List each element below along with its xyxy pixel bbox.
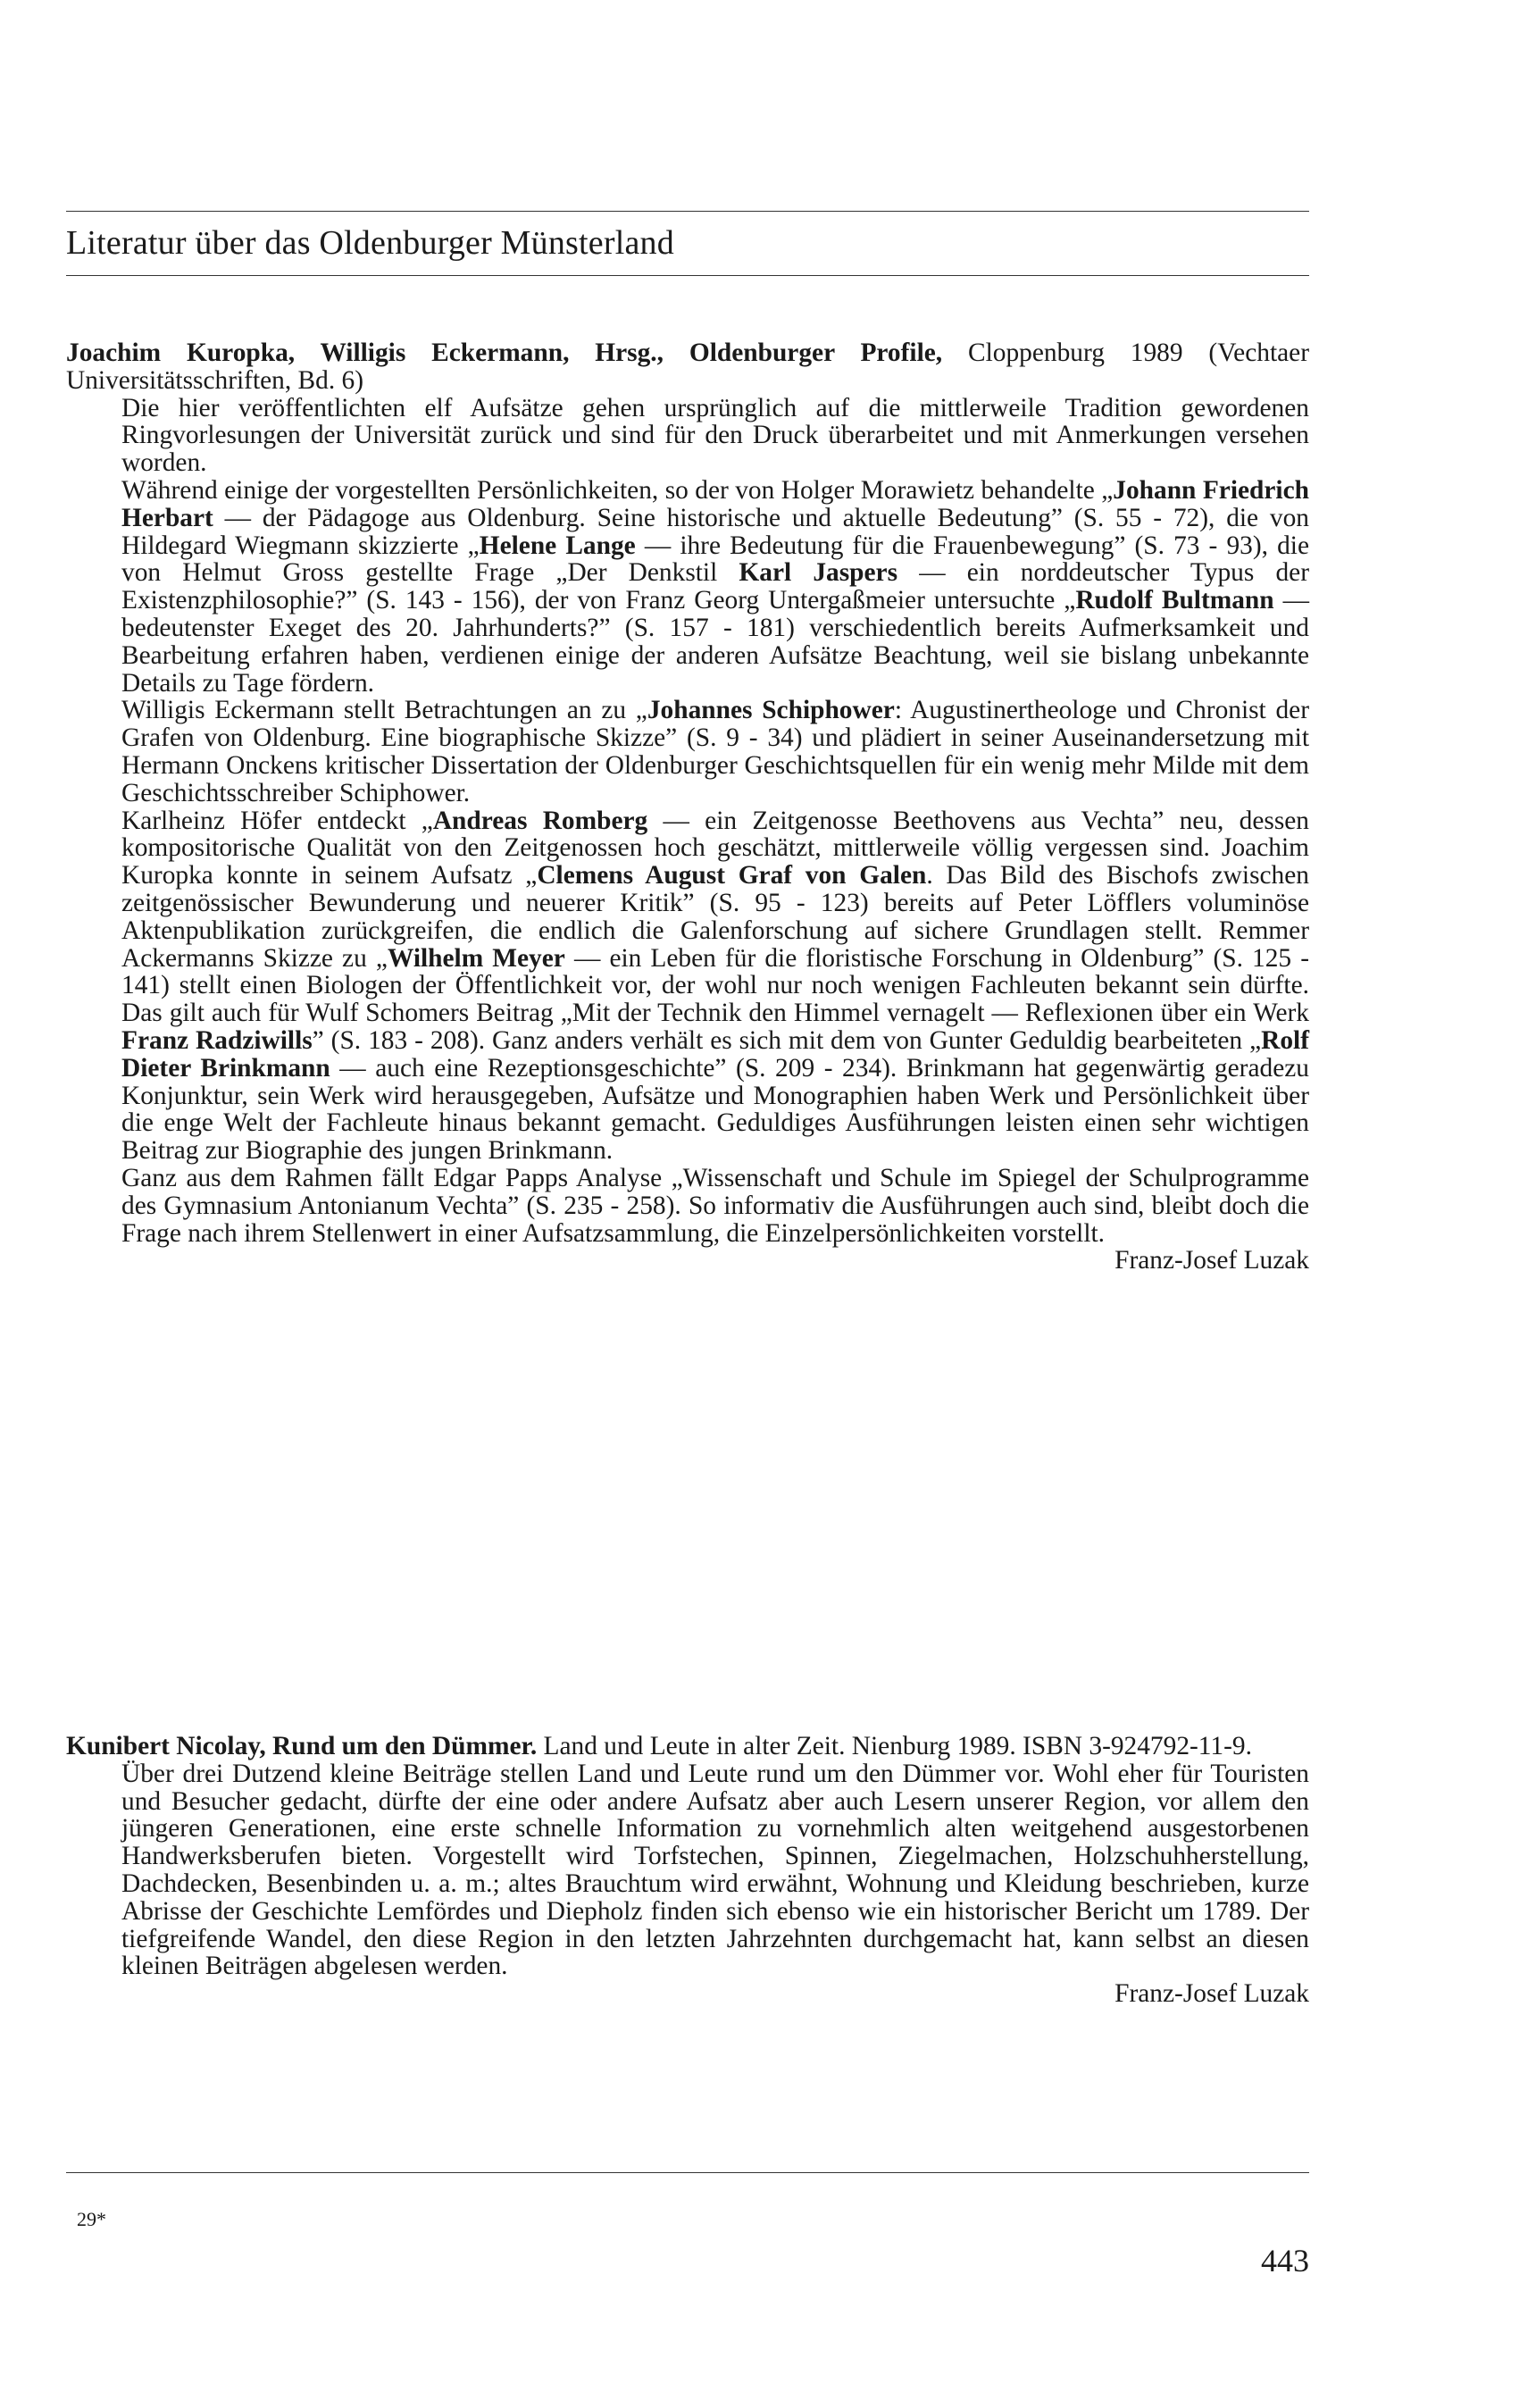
text-run: : Augustinertheologe und Chronist der Grafen von Oldenburg. Eine biographische Skizze” (S. 9 - 34) und plädiert in seiner Auseinandersetzung mit Hermann Onckens kritischer Dissertation der Oldenburger Geschichtsquellen für ein wenig mehr Milde mit dem Geschichtsschreiber Schiphower. [121, 696, 1309, 807]
review-paragraph: Über drei Dutzend kleine Beiträge stellen Land und Leute rund um den Dümmer vor. Wohl eher für Touristen und Besucher gedacht, dürfte der eine oder andere Aufsatz aber auch Lesern unserer Region, vor allem den jüngeren Generationen, eine erste schnelle Information zu vornehmlich alten weitgehend ausgestorbenen Handwerksberufen bieten. Vorgestellt wird Torfstechen, Spinnen, Ziegelmachen, Holzschuhherstellung, Dachdecken, Besenbinden u. a. m.; altes Brauchtum wird erwähnt, Wohnung und Kleidung beschrieben, kurze Abrisse der Geschichte Lemfördes und Diepholz finden sich ebenso wie ein historischer Bericht um 1789. Der tiefgreifende Wandel, den diese Region in den letzten Jahrzehnten durchgemacht hat, kann selbst an diesen kleinen Beiträgen abgelesen werden. [121, 1759, 1309, 1981]
text-run: — ein Leben für die floristische Forschung in Oldenburg” (S. 125 - 141) stellt einen Biologen der Öffentlichkeit vor, der wohl nur noch wenigen Fachleuten bekannt sein dürfte. Das gilt auch für Wulf Schomers Beitrag „Mit der Technik den Himmel vernagelt — Reflexionen über ein Werk [121, 943, 1310, 1028]
reviewer-name: Franz-Josef Luzak [1114, 1979, 1309, 2009]
review-paragraph: Die hier veröffentlichten elf Aufsätze gehen ursprünglich auf die mittlerweile Tradition gewordenen Ringvorlesungen der Universität zurück und sind für den Druck überarbeitet und mit Anmerkungen versehen worden. [121, 393, 1309, 478]
text-run: — auch eine Rezeptionsgeschichte” (S. 209 - 234). Brinkmann hat gegenwärtig geradezu Konjunktur, sein Werk wird herausgegeben, Aufsätze und Monographien haben Werk und Persönlichkeit über die enge Welt der Fachleute hinaus bekannt gemacht. Geduldiges Ausführungen leisten einen sehr wichtigen Beitrag zur Biographie des jungen Brinkmann. [121, 1053, 1309, 1166]
text-run-bold: Johannes Schiphower [647, 696, 895, 725]
text-run: Karlheinz Höfer entdeckt „ [121, 806, 433, 835]
reviewer-name: Franz-Josef Luzak [1114, 1246, 1309, 1275]
text-run-bold: Helene Lange [479, 531, 636, 560]
reviewer-line [66, 1247, 1309, 1275]
text-run-bold: Johann Friedrich Herbart [121, 475, 1309, 532]
text-run: . Das Bild des Bischofs zwischen zeitgenössischer Bewunderung und neuerer Kritik” (S. 95 - 123) bereits auf Peter Löfflers voluminöse Aktenpublikation zurückgreifen, die endlich die Galenforschung auf sichere Grundlagen stellt. Remmer Ackermanns Skizze zu „ [121, 861, 1309, 973]
text-run: Während einige der vorgestellten Persönlichkeiten, so der von Holger Morawietz behandelte „ [121, 475, 1114, 505]
reviewer-line [66, 1980, 1309, 2008]
text-run: Willigis Eckermann stellt Betrachtungen an zu „ [121, 696, 647, 725]
text-run-bold: Rolf Dieter Brinkmann [121, 1025, 1309, 1083]
text-run-bold: Franz Radziwills [121, 1025, 313, 1055]
review-oldenburger-profile [66, 339, 1309, 1275]
review-paragraph [66, 477, 1309, 697]
text-run: — bedeutenster Exeget des 20. Jahrhunderts?” (S. 157 - 181) verschiedentlich bereits Aufmerksamkeit und Bearbeitung erfahren haben, verdienen einige der anderen Aufsätze Beachtung, weil sie bislang unbekannte Details zu Tage fördern. [121, 586, 1309, 698]
review-citation-rest: Cloppenburg 1989 (Vechtaer Universitätsschriften, Bd. 6) [66, 339, 1309, 395]
text-run: — der Pädagoge aus Oldenburg. Seine historische und aktuelle Bedeutung” (S. 55 - 72), die von Hildegard Wiegmann skizzierte „ [121, 503, 1309, 560]
header-top-rule [66, 211, 1309, 212]
text-run: — ihre Bedeutung für die Frauenbewegung” (S. 73 - 93), die von Helmut Gross gestellte Frage „Der Denkstil [121, 531, 1309, 588]
review-citation [66, 1733, 1309, 1760]
header-bottom-rule [66, 275, 1309, 276]
footer-rule [66, 2172, 1309, 2173]
review-citation-bold: Joachim Kuropka, Willigis Eckermann, Hrsg., Oldenburger Profile, [66, 339, 943, 367]
review-paragraph [66, 807, 1309, 1165]
text-run: ” (S. 183 - 208). Ganz anders verhält es sich mit dem von Gunter Geduldig bearbeiteten „ [312, 1025, 1262, 1055]
review-paragraph: Ganz aus dem Rahmen fällt Edgar Papps Analyse „Wissenschaft und Schule im Spiegel der Schulprogramme des Gymnasium Antonianum Vechta” (S. 235 - 258). So informativ die Ausführungen auch sind, bleibt doch die Frage nach ihrem Stellenwert in einer Aufsatzsammlung, die Einzelpersönlichkeiten vorstellt. [121, 1163, 1309, 1248]
text-run-bold: Karl Jaspers [739, 558, 898, 588]
text-run: — ein Zeitgenosse Beethovens aus Vechta” neu, dessen kompositorische Qualität von den Zeitgenossen hoch geschätzt, mittlerweile völlig vergessen sind. Joachim Kuropka konnte in seinem Aufsatz „ [121, 806, 1309, 890]
page-number: 443 [1261, 2243, 1309, 2278]
text-run-bold: Rudolf Bultmann [1075, 586, 1274, 615]
review-citation-rest: Land und Leute in alter Zeit. Nienburg 1989. ISBN 3-924792-11-9. [537, 1732, 1252, 1760]
text-run-bold: Wilhelm Meyer [387, 943, 565, 973]
page-title: Literatur über das Oldenburger Münsterland [66, 224, 674, 262]
text-run-bold: Clemens August Graf von Galen [537, 861, 927, 890]
review-rund-um-den-duemmer [66, 1733, 1309, 2008]
review-paragraph [66, 697, 1309, 807]
review-citation-bold: Kunibert Nicolay, Rund um den Dümmer. [66, 1732, 538, 1760]
text-run-bold: Andreas Romberg [432, 806, 648, 835]
text-run: — ein norddeutscher Typus der Existenzphilosophie?” (S. 143 - 156), der von Franz Georg Untergaßmeier untersuchte „ [121, 558, 1309, 615]
signature-mark: 29* [77, 2208, 106, 2230]
review-citation [66, 339, 1309, 395]
